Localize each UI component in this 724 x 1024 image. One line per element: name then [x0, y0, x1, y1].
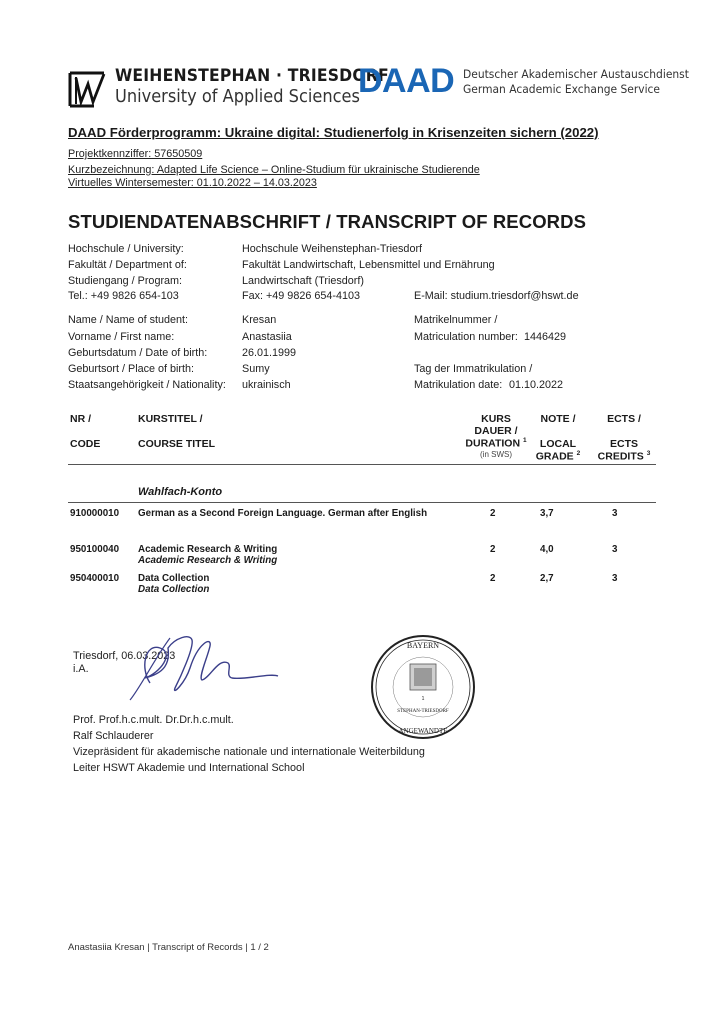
- program-label: Studiengang / Program:: [68, 275, 183, 287]
- header-code-1: NR /: [70, 413, 91, 425]
- matriculation-number-label-1: Matrikelnummer /: [414, 314, 498, 326]
- course-ects: 3: [612, 573, 618, 584]
- ia-label: i.A.: [73, 663, 89, 675]
- signatory-title: Prof. Prof.h.c.mult. Dr.Dr.h.c.mult.: [73, 714, 234, 726]
- nationality-value: ukrainisch: [242, 379, 291, 391]
- course-code: 950100040: [70, 544, 120, 555]
- course-ects: 3: [612, 508, 618, 519]
- program-semester: Virtuelles Wintersemester: 01.10.2022 – 14.03.2023: [68, 177, 317, 189]
- course-title: Academic Research & Writing: [138, 544, 278, 555]
- student-name-value: Kresan: [242, 314, 277, 326]
- header-duration-unit: (in SWS): [480, 450, 512, 459]
- course-grade: 3,7: [540, 508, 554, 519]
- email: E-Mail: studium.triesdorf@hswt.de: [414, 290, 579, 302]
- institution-label: Hochschule / University:: [68, 243, 184, 255]
- daad-name-de: Deutscher Akademischer Austauschdienst: [463, 67, 689, 81]
- header-ects-3: [588, 450, 660, 463]
- first-name-label: Vorname / First name:: [68, 331, 175, 343]
- program-value: Landwirtschaft (Triesdorf): [242, 275, 365, 287]
- course-duration: 2: [490, 544, 496, 555]
- birthplace-value: Sumy: [242, 363, 270, 375]
- university-seal-icon: [370, 634, 476, 740]
- daad-name-en: German Academic Exchange Service: [463, 82, 661, 96]
- matriculation-date-label-2: Matrikulation date:: [414, 379, 503, 391]
- matriculation-number-label-2: Matriculation number:: [414, 331, 518, 343]
- course-title: Data Collection: [138, 573, 210, 584]
- department-value: Fakultät Landwirtschaft, Lebensmittel und Ernährung: [242, 259, 495, 271]
- tel: Tel.: +49 9826 654-103: [68, 290, 179, 302]
- place-date: Triesdorf, 06.03.2023: [73, 650, 176, 662]
- course-code: 950400010: [70, 573, 120, 584]
- course-title: German as a Second Foreign Language. German after English: [138, 508, 428, 519]
- dob-label: Geburtsdatum / Date of birth:: [68, 347, 208, 359]
- header-divider: [68, 464, 656, 465]
- header-ects-1: ECTS /: [607, 413, 641, 425]
- student-name-label: Name / Name of student:: [68, 314, 189, 326]
- course-ects: 3: [612, 544, 618, 555]
- nationality-label: Staatsangehörigkeit / Nationality:: [68, 379, 226, 391]
- header-duration-1: KURS: [481, 413, 511, 425]
- signatory-role-1: Vizepräsident für akademische nationale und internationale Weiterbildung: [73, 746, 425, 758]
- handwritten-signature-icon: [120, 628, 280, 703]
- footnote-1: 1: [522, 437, 527, 444]
- institution-value: Hochschule Weihenstephan-Triesdorf: [242, 243, 423, 255]
- svg-text:1: 1: [421, 696, 425, 702]
- header-ects-2: ECTS: [609, 438, 638, 450]
- matriculation-date-value: 01.10.2022: [509, 379, 564, 391]
- matriculation-number-value: 1446429: [524, 331, 567, 343]
- program-title: DAAD Förderprogramm: Ukraine digital: Studienerfolg in Krisenzeiten sichern (2022): [68, 125, 599, 140]
- document-title: STUDIENDATENABSCHRIFT / TRANSCRIPT OF RECORDS: [68, 211, 587, 232]
- page-footer: Anastasiia Kresan | Transcript of Records | 1 / 2: [68, 942, 269, 953]
- course-grade: 2,7: [540, 573, 554, 584]
- header-title-2: COURSE TITEL: [138, 438, 216, 450]
- header-grade-1: NOTE /: [540, 413, 576, 425]
- fax: Fax: +49 9826 654-4103: [242, 290, 360, 302]
- course-duration: 2: [490, 573, 496, 584]
- university-name: WEIHENSTEPHAN · TRIESDORF: [115, 66, 389, 86]
- dob-value: 26.01.1999: [242, 347, 297, 359]
- program-short-name: Kurzbezeichnung: Adapted Life Science – Online-Studium für ukrainische Studierende: [68, 164, 480, 176]
- header-title-1: KURSTITEL /: [138, 413, 203, 425]
- course-subtitle: Academic Research & Writing: [138, 555, 278, 566]
- department-label: Fakultät / Department of:: [68, 259, 187, 271]
- svg-text:ANGEWANDTE: ANGEWANDTE: [398, 727, 448, 735]
- group-divider: [68, 502, 656, 503]
- course-code: 910000010: [70, 508, 120, 519]
- footnote-2: 2: [576, 450, 581, 457]
- header-grade-3: [523, 450, 593, 463]
- header-grade-2: LOCAL: [539, 438, 577, 450]
- matriculation-date-label-1: Tag der Immatrikulation /: [414, 363, 533, 375]
- first-name-value: Anastasiia: [242, 331, 292, 343]
- header-code-2: CODE: [70, 438, 101, 450]
- header-duration-3-text: DURATION: [465, 437, 521, 450]
- project-id: Projektkennziffer: 57650509: [68, 148, 203, 160]
- footnote-3: 3: [646, 450, 651, 457]
- hswt-logo-icon: [67, 68, 107, 108]
- course-subtitle: Data Collection: [138, 584, 210, 595]
- signatory-name: Ralf Schlauderer: [73, 730, 154, 742]
- daad-logo: DAAD: [358, 62, 455, 100]
- header-ects-3-text: CREDITS: [597, 450, 644, 463]
- course-grade: 4,0: [540, 544, 554, 555]
- svg-text:STEPHAN-TRIESDORF: STEPHAN-TRIESDORF: [397, 709, 449, 714]
- header-grade-3-text: GRADE: [535, 450, 574, 463]
- svg-text:BAYERN: BAYERN: [406, 641, 440, 650]
- group-title: Wahlfach-Konto: [138, 486, 223, 498]
- signatory-role-2: Leiter HSWT Akademie und International School: [73, 762, 305, 774]
- header-duration-2: DAUER /: [474, 425, 518, 437]
- university-subtitle: University of Applied Sciences: [115, 86, 360, 107]
- course-duration: 2: [490, 508, 496, 519]
- birthplace-label: Geburtsort / Place of birth:: [68, 363, 195, 375]
